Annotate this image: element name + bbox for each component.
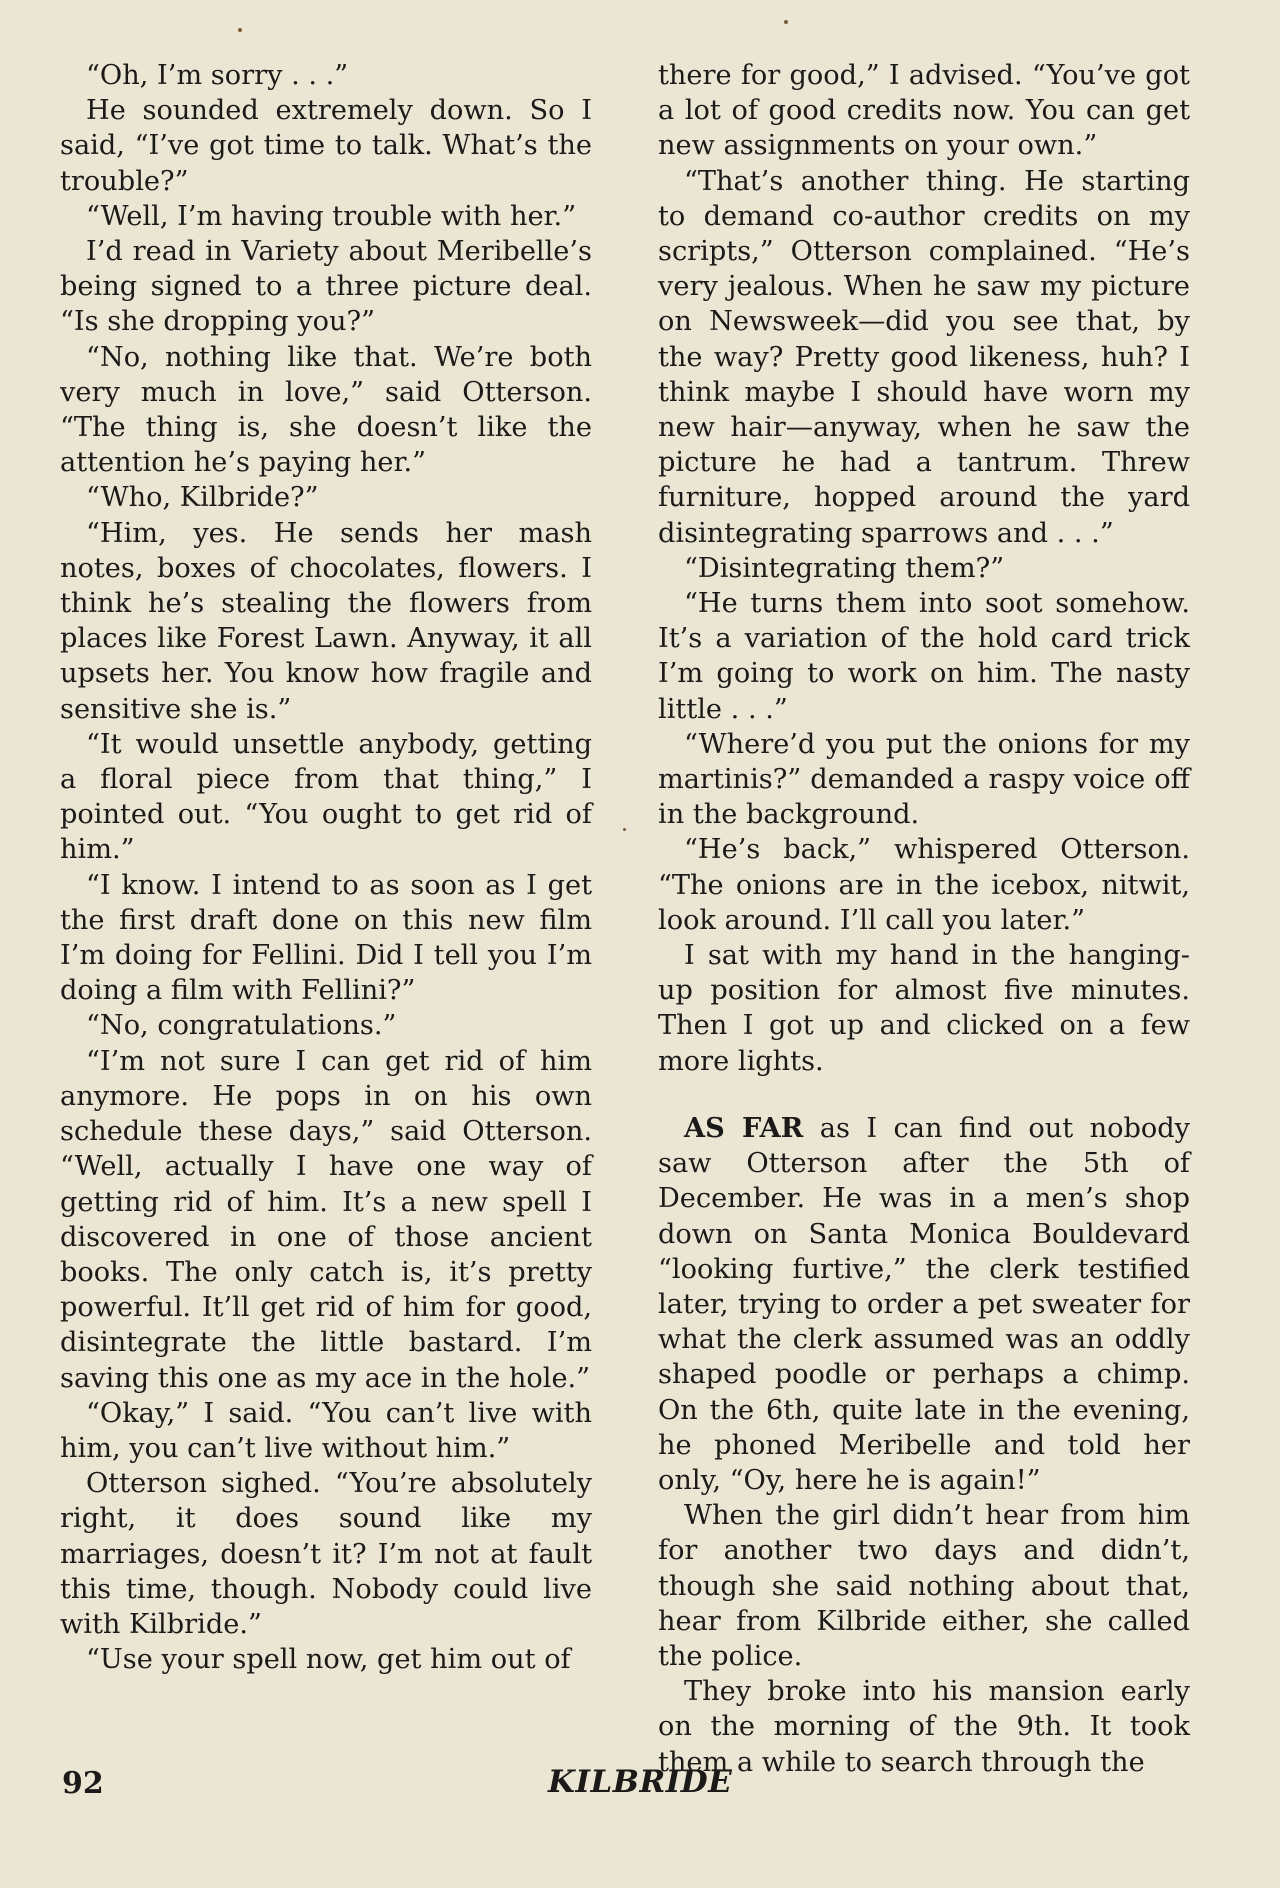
paragraph: “Use your spell now, get him out of <box>86 1644 571 1676</box>
print-speck <box>238 28 242 32</box>
paragraph: “Well, I’m having trouble with her.” <box>86 200 577 232</box>
paragraph: “Who, Kilbride?” <box>86 482 319 514</box>
paragraph: “It would unsettle anybody, getting a floral piece from that thing,” I pointed out. “You ought to get rid of him.” <box>60 728 592 866</box>
section-opening-paragraph <box>658 1111 1190 1498</box>
right-text-column <box>658 58 1190 1780</box>
paragraph: I sat with my hand in the hanging-up position for almost five minutes. Then I got up and clicked on a few more lights. <box>658 940 1190 1077</box>
paragraph: there for good,” I advised. “You’ve got a lot of good credits now. You can get new assignments on your own.” <box>658 60 1190 162</box>
paragraph: “I’m not sure I can get rid of him anymore. He pops in on his own schedule these days,” said Otterson. “Well, actually I have one way of getting rid of him. It’s a new spell I discovered in one of those ancient books. The only catch is, it’s pretty powerful. It’ll get rid of him for good, disintegrate the little bastard. I’m saving this one as my ace in the hole.” <box>60 1045 592 1394</box>
paragraph: “He turns them into soot somehow. It’s a variation of the hold card trick I’m going to work on him. The nasty little . . .” <box>658 588 1190 725</box>
running-title: KILBRIDE <box>548 1764 733 1800</box>
paragraph: “Where’d you put the onions for my martinis?” demanded a raspy voice off in the background. <box>658 728 1190 831</box>
paragraph: “I know. I intend to as soon as I get the first draft done on this new film I’m doing for Fellini. Did I tell you I’m doing a film with Fellini?” <box>60 869 592 1007</box>
paragraph: I’d read in Variety about Meribelle’s being signed to a three picture deal. “Is she dropping you?” <box>60 236 592 338</box>
paragraph: “Oh, I’m sorry . . .” <box>86 60 349 91</box>
paragraph: “No, congratulations.” <box>86 1010 397 1042</box>
paragraph: “Disintegrating them?” <box>684 552 1005 584</box>
paragraph: When the girl didn’t hear from him for another two days and didn’t, though she said nothing about that, hear from Kilbride either, she called the police. <box>658 1500 1190 1672</box>
print-speck <box>784 20 788 24</box>
paragraph: “He’s back,” whispered Otterson. “The onions are in the icebox, nitwit, look around. I’ll call you later.” <box>658 834 1190 936</box>
paragraph: “That’s another thing. He starting to demand co-author credits on my scripts,” Otterson complained. “He’s very jealous. When he saw my picture on Newsweek—did you see that, by the way? Pretty good likeness, huh? I think maybe I should have worn my new hair—anyway, when he saw the picture he had a tantrum. Threw furniture, hopped around the yard disintegrating sparrows and . . .” <box>658 165 1190 549</box>
paragraph-text: as I can find out nobody saw Otterson after the 5th of December. He was in a men’s shop down on Santa Monica Bouldevard “looking furtive,” the clerk testified later, trying to order a pet sweater for what the clerk assumed was an oddly shaped poodle or perhaps a chimp. On the 6th, quite late in the evening, he phoned Meribelle and told her only, “Oy, here he is again!” <box>658 1112 1190 1496</box>
paragraph: Otterson sighed. “You’re absolutely right, it does sound like my marriages, doesn’t it? I’m not at fault this time, though. Nobody could live with Kilbride.” <box>60 1468 592 1640</box>
paragraph: He sounded extremely down. So I said, “I’ve got time to talk. What’s the trouble?” <box>60 95 592 197</box>
paragraph: “Okay,” I said. “You can’t live with him, you can’t live without him.” <box>60 1397 592 1464</box>
paragraph: They broke into his mansion early on the morning of the 9th. It took them a while to search through the <box>658 1676 1190 1778</box>
page-number: 92 <box>62 1766 104 1801</box>
paragraph: “No, nothing like that. We’re both very much in love,” said Otterson. “The thing is, she doesn’t like the attention he’s paying her.” <box>60 341 592 479</box>
paragraph: “Him, yes. He sends her mash notes, boxes of chocolates, flowers. I think he’s stealing the flowers from places like Forest Lawn. Anyway, it all upsets her. You know how fragile and sensitive she is.” <box>60 517 592 725</box>
left-text-column <box>60 58 592 1677</box>
print-speck <box>623 828 626 831</box>
section-lead-in: AS FAR <box>684 1111 804 1144</box>
